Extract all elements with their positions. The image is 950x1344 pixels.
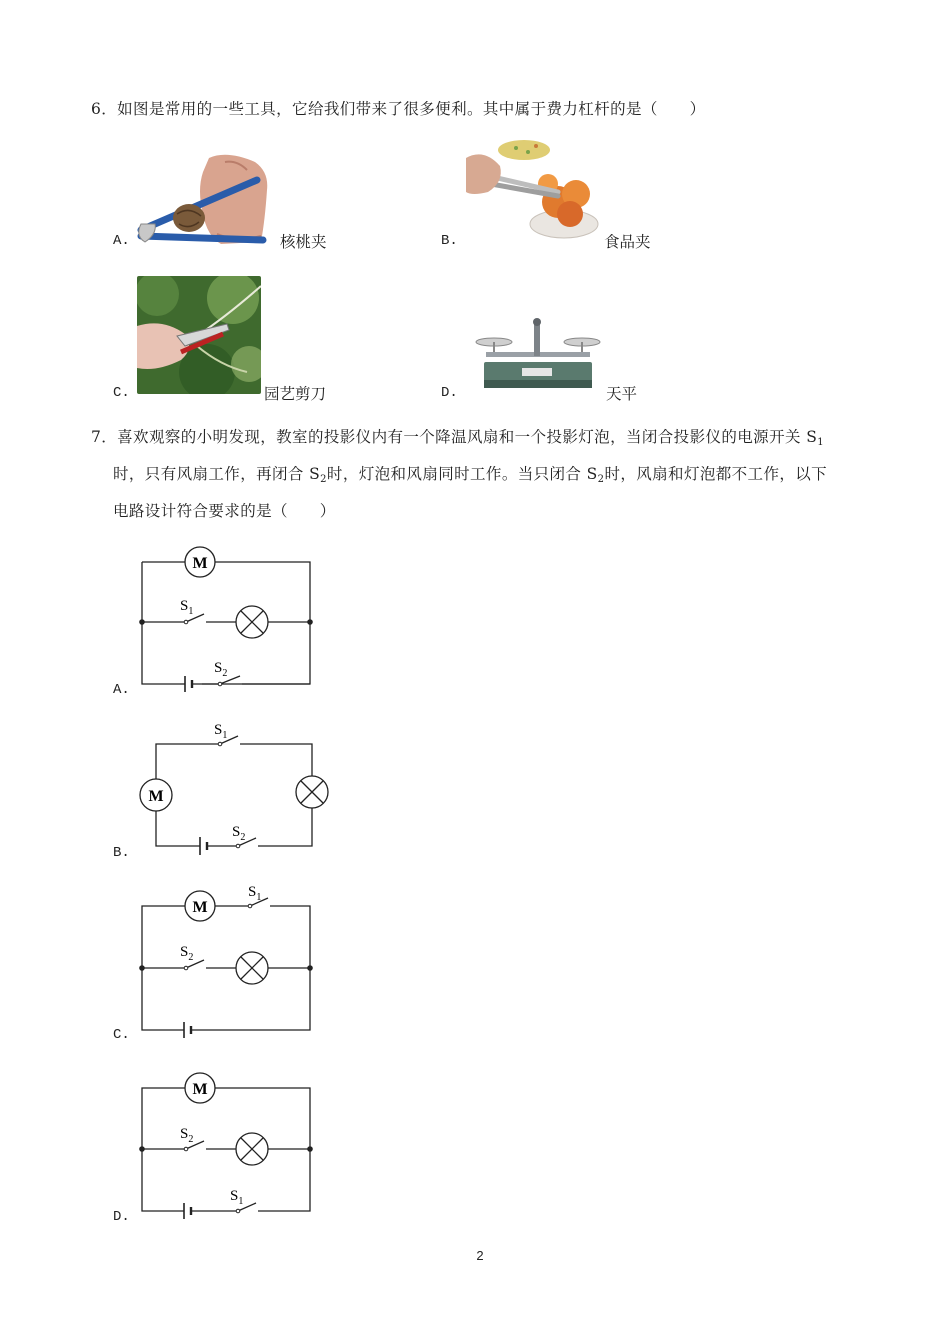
q6-option-b-letter[interactable]: B. xyxy=(441,233,458,249)
q6-option-c-letter[interactable]: C. xyxy=(113,385,130,401)
q6-option-b-caption: 食品夹 xyxy=(604,233,651,251)
switch-s2-label: $S_2$ xyxy=(232,824,246,843)
q6-option-d-caption: 天平 xyxy=(606,385,638,403)
q6-option-d-letter[interactable]: D. xyxy=(441,385,458,401)
switch-s2-label: $S_2$ xyxy=(180,1126,194,1145)
q7-option-b-letter[interactable]: B. xyxy=(113,845,130,861)
switch-s1-label: $S_1$ xyxy=(230,1188,244,1207)
balance-scale-image xyxy=(470,312,605,398)
food-tongs-image xyxy=(466,136,601,241)
page-number: 2 xyxy=(476,1248,484,1263)
q7-text-line-2: 时，只有风扇工作，再闭合 $S_2$时，灯泡和风扇同时工作。当只闭合 $S_2$时，风扇和灯泡都不工作，以下 xyxy=(113,465,828,485)
switch-s2-label: $S_2$ xyxy=(214,660,228,679)
q7-option-a-letter[interactable]: A. xyxy=(113,682,130,698)
q7-option-c-letter[interactable]: C. xyxy=(113,1027,130,1043)
switch-s1-label: $S_1$ xyxy=(214,722,228,741)
q7-circuit-a xyxy=(130,536,330,698)
switch-s1-label: $S_1$ xyxy=(180,598,194,617)
q7-circuit-d xyxy=(130,1060,330,1226)
walnut-cracker-image xyxy=(137,150,279,250)
garden-shears-image xyxy=(137,276,261,394)
switch-s1-label: $S_1$ xyxy=(248,884,262,903)
q6-text: 6．如图是常用的一些工具，它给我们带来了很多便利。其中属于费力杠杆的是（ ） xyxy=(91,100,706,118)
q7-text-line-3: 电路设计符合要求的是（ ） xyxy=(113,502,336,520)
motor-label: M xyxy=(192,1081,208,1098)
q6-option-a-caption: 核桃夹 xyxy=(280,233,327,251)
q7-option-d-letter[interactable]: D. xyxy=(113,1209,130,1225)
motor-label: M xyxy=(192,555,208,572)
q7-circuit-c xyxy=(130,878,330,1044)
q7-circuit-b xyxy=(130,716,330,864)
motor-label: M xyxy=(192,899,208,916)
switch-s2-label: $S_2$ xyxy=(180,944,194,963)
q7-text-line-1: 7．喜欢观察的小明发现，教室的投影仪内有一个降温风扇和一个投影灯泡，当闭合投影仪的电源开关 $S_1$ xyxy=(91,428,824,448)
q6-option-c-caption: 园艺剪刀 xyxy=(264,385,327,403)
motor-label: M xyxy=(148,788,164,805)
q6-option-a-letter[interactable]: A. xyxy=(113,233,130,249)
